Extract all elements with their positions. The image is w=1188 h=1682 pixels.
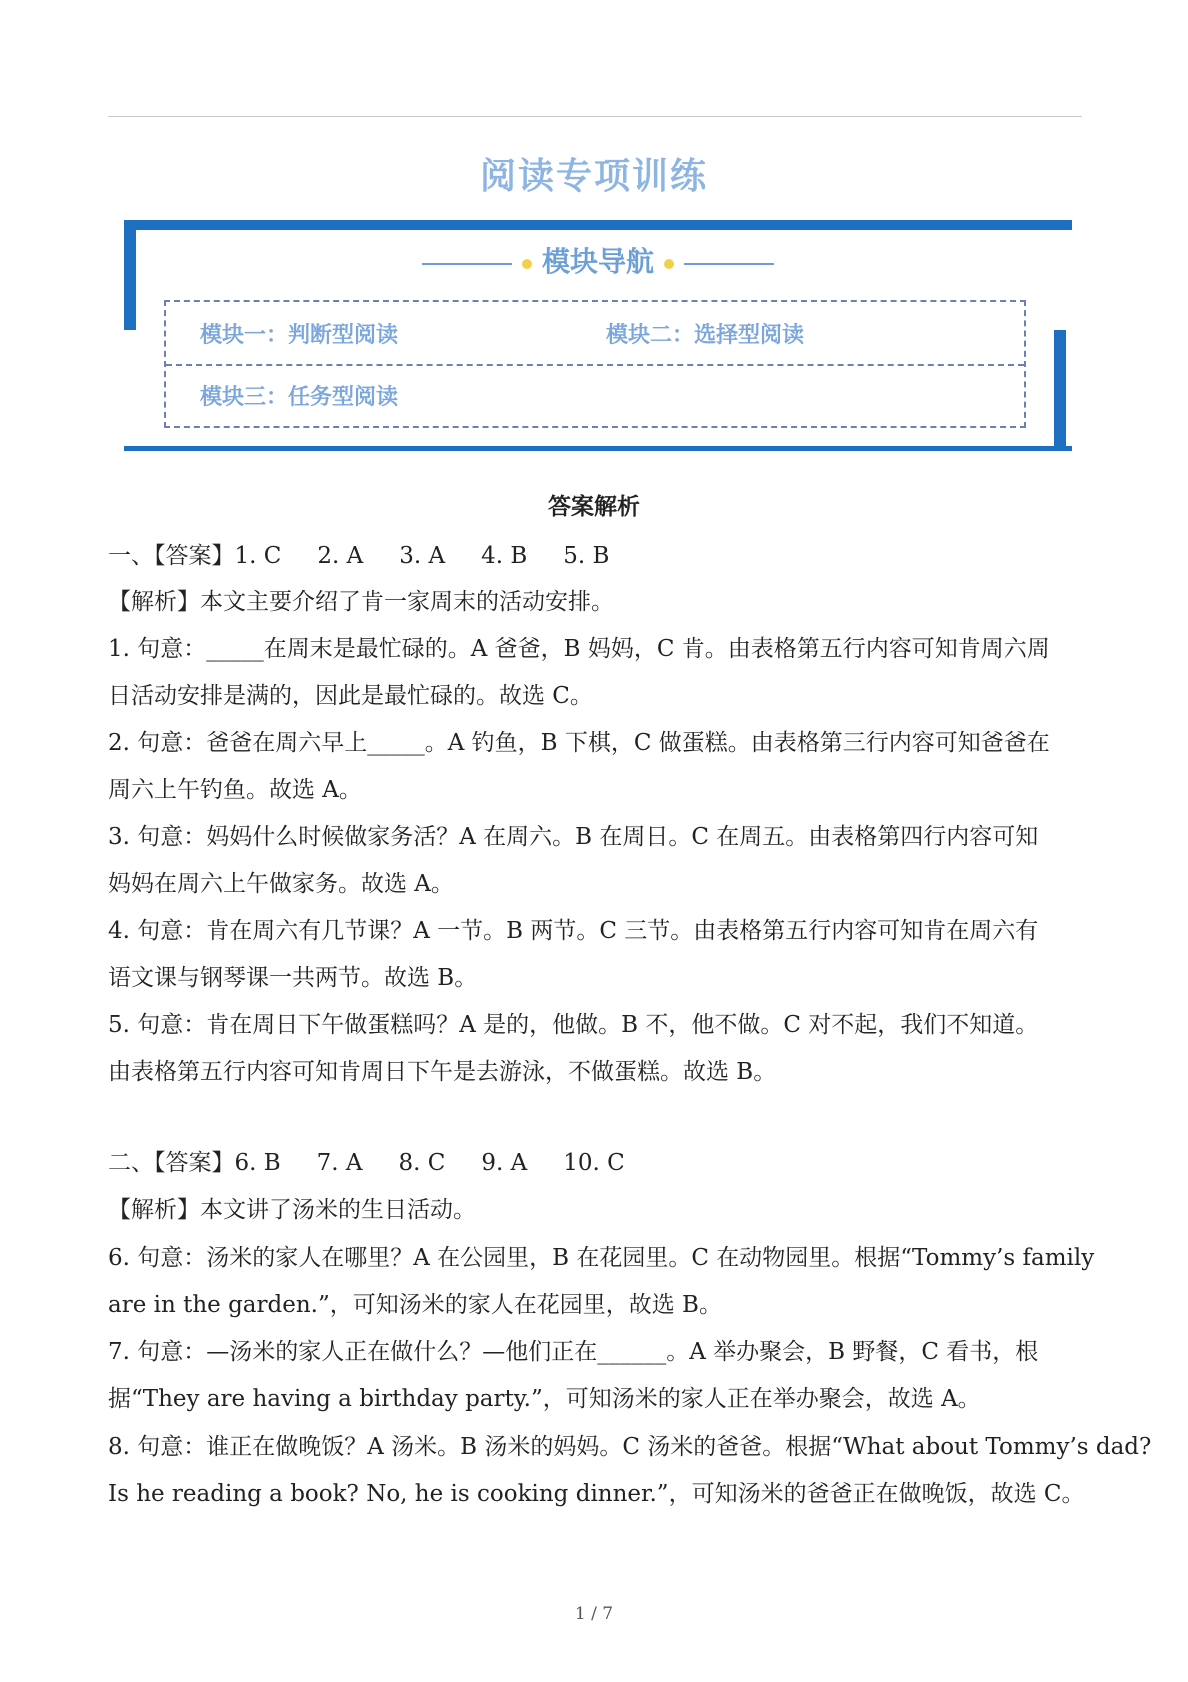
page-number: 1 / 7 bbox=[574, 1604, 614, 1624]
answer-item: 4. B bbox=[481, 543, 528, 569]
nav-frame-right bbox=[1054, 330, 1066, 450]
module-3[interactable]: 模块三：任务型阅读 bbox=[200, 384, 399, 410]
section-title: 答案解析 bbox=[548, 493, 640, 520]
answer-item: 5. B bbox=[563, 543, 610, 569]
answer-item: 7. A bbox=[316, 1150, 363, 1176]
module-2[interactable]: 模块二：选择型阅读 bbox=[606, 322, 805, 348]
part1-line: 1. 句意：_____在周末是最忙碌的。A 爸爸，B 妈妈，C 肯。由表格第五行内容可知肯周六周 bbox=[108, 636, 1050, 662]
part2-line: are in the garden.”，可知汤米的家人在花园里，故选 B。 bbox=[108, 1292, 722, 1318]
part1-answers bbox=[108, 541, 1098, 571]
part2-line: Is he reading a book? No, he is cooking dinner.”，可知汤米的爸爸正在做晚饭，故选 C。 bbox=[108, 1481, 1085, 1507]
answer-item: 9. A bbox=[481, 1150, 528, 1176]
module-list bbox=[164, 300, 1026, 428]
nav-heading-dot-left bbox=[522, 259, 532, 269]
part1-answer-label: 一、【答案】 bbox=[108, 543, 235, 569]
part1-line: 日活动安排是满的，因此是最忙碌的。故选 C。 bbox=[108, 683, 593, 709]
part2-line: 【解析】本文讲了汤米的生日活动。 bbox=[108, 1197, 476, 1223]
module-1[interactable]: 模块一：判断型阅读 bbox=[200, 322, 399, 348]
part1-line: 周六上午钓鱼。故选 A。 bbox=[108, 777, 362, 803]
page-title: 阅读专项训练 bbox=[479, 155, 708, 197]
part2-line: 6. 句意：汤米的家人在哪里？A 在公园里，B 在花园里。C 在动物园里。根据“Tommy’s family bbox=[108, 1245, 1095, 1271]
answer-item: 6. B bbox=[234, 1150, 281, 1176]
part1-line: 由表格第五行内容可知肯周日下午是去游泳，不做蛋糕。故选 B。 bbox=[108, 1059, 777, 1085]
part1-line: 2. 句意：爸爸在周六早上_____。A 钓鱼，B 下棋，C 做蛋糕。由表格第三行内容可知爸爸在 bbox=[108, 730, 1050, 756]
answer-item: 1. C bbox=[234, 543, 282, 569]
part1-line: 妈妈在周六上午做家务。故选 A。 bbox=[108, 871, 454, 897]
nav-frame-top bbox=[124, 220, 1072, 230]
nav-heading bbox=[124, 240, 1072, 280]
part2-line: 据“They are having a birthday party.”，可知汤米的家人正在举办聚会，故选 A。 bbox=[108, 1386, 981, 1412]
nav-heading-line-left bbox=[422, 263, 512, 265]
nav-heading-text: 模块导航 bbox=[541, 245, 654, 278]
part2-answers bbox=[108, 1148, 1098, 1178]
module-divider bbox=[166, 364, 1024, 366]
module-nav-panel bbox=[124, 220, 1072, 460]
part2-line: 8. 句意：谁正在做晚饭？A 汤米。B 汤米的妈妈。C 汤米的爸爸。根据“What about Tommy’s dad? bbox=[108, 1434, 1152, 1460]
answer-item: 3. A bbox=[399, 543, 446, 569]
part1-line: 【解析】本文主要介绍了肯一家周末的活动安排。 bbox=[108, 589, 614, 615]
nav-heading-dot-right bbox=[664, 259, 674, 269]
answer-item: 2. A bbox=[317, 543, 364, 569]
part1-line: 3. 句意：妈妈什么时候做家务活？A 在周六。B 在周日。C 在周五。由表格第四行内容可知 bbox=[108, 824, 1039, 850]
answer-item: 8. C bbox=[398, 1150, 446, 1176]
part2-line: 7. 句意：—汤米的家人正在做什么？—他们正在______。A 举办聚会，B 野餐，C 看书，根 bbox=[108, 1339, 1039, 1365]
nav-heading-line-right bbox=[684, 263, 774, 265]
part2-answer-label: 二、【答案】 bbox=[108, 1150, 235, 1176]
header-rule bbox=[108, 116, 1082, 117]
part1-line: 4. 句意：肯在周六有几节课？A 一节。B 两节。C 三节。由表格第五行内容可知肯在周六有 bbox=[108, 918, 1039, 944]
nav-frame-bottom bbox=[124, 446, 1072, 451]
answer-item: 10. C bbox=[563, 1150, 625, 1176]
part1-line: 5. 句意：肯在周日下午做蛋糕吗？A 是的，他做。B 不，他不做。C 对不起，我们不知道。 bbox=[108, 1012, 1039, 1038]
part1-line: 语文课与钢琴课一共两节。故选 B。 bbox=[108, 965, 478, 991]
